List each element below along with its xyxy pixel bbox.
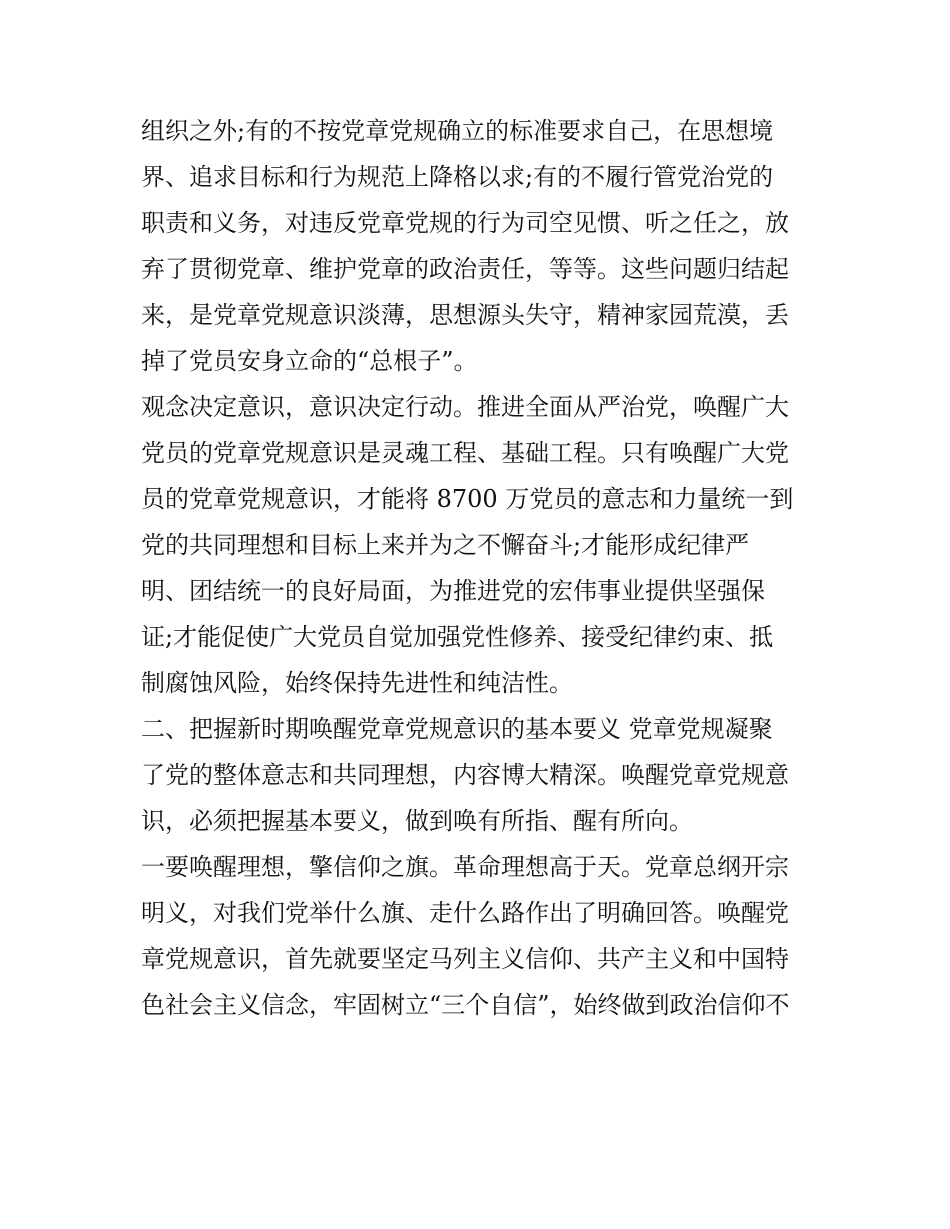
paragraph-1 bbox=[141, 108, 821, 384]
text-line: 党员的党章党规意识是灵魂工程、基础工程。只有唤醒广大党 bbox=[141, 439, 789, 467]
text-line: 明义，对我们党举什么旗、走什么路作出了明确回答。唤醒党 bbox=[141, 899, 789, 927]
text-line: 界、追求目标和行为规范上降格以求;有的不履行管党治党的 bbox=[141, 163, 774, 191]
text-line: 弃了贯彻党章、维护党章的政治责任，等等。这些问题归结起 bbox=[141, 255, 789, 283]
paragraph-3-section-heading bbox=[141, 706, 821, 844]
text-line: 员的党章党规意识，才能将 8700 万党员的意志和力量统一到 bbox=[141, 485, 794, 513]
text-line: 了党的整体意志和共同理想，内容博大精深。唤醒党章党规意 bbox=[141, 761, 789, 789]
text-line: 识，必须把握基本要义，做到唤有所指、醒有所向。 bbox=[141, 807, 693, 835]
text-line: 组织之外;有的不按党章党规确立的标准要求自己，在思想境 bbox=[141, 117, 774, 145]
text-line: 一要唤醒理想，擎信仰之旗。革命理想高于天。党章总纲开宗 bbox=[141, 853, 789, 881]
document-body bbox=[141, 108, 821, 1028]
text-line: 制腐蚀风险，始终保持先进性和纯洁性。 bbox=[141, 669, 573, 697]
text-line: 党的共同理想和目标上来并为之不懈奋斗;才能形成纪律严 bbox=[141, 531, 750, 559]
text-line: 掉了党员安身立命的“总根子”。 bbox=[141, 347, 478, 375]
text-line: 章党规意识，首先就要坚定马列主义信仰、共产主义和中国特 bbox=[141, 945, 789, 973]
text-line: 明、团结统一的良好局面，为推进党的宏伟事业提供坚强保 bbox=[141, 577, 765, 605]
text-line: 证;才能促使广大党员自觉加强党性修养、接受纪律约束、抵 bbox=[141, 623, 774, 651]
paragraph-2 bbox=[141, 384, 821, 706]
text-line: 职责和义务，对违反党章党规的行为司空见惯、听之任之，放 bbox=[141, 209, 789, 237]
text-line: 色社会主义信念，牢固树立“三个自信”，始终做到政治信仰不 bbox=[141, 991, 790, 1019]
text-line: 观念决定意识，意识决定行动。推进全面从严治党，唤醒广大 bbox=[141, 393, 789, 421]
text-line: 二、把握新时期唤醒党章党规意识的基本要义 党章党规凝聚 bbox=[141, 715, 773, 743]
text-line: 来，是党章党规意识淡薄，思想源头失守，精神家园荒漠，丢 bbox=[141, 301, 789, 329]
paragraph-4 bbox=[141, 844, 821, 1028]
